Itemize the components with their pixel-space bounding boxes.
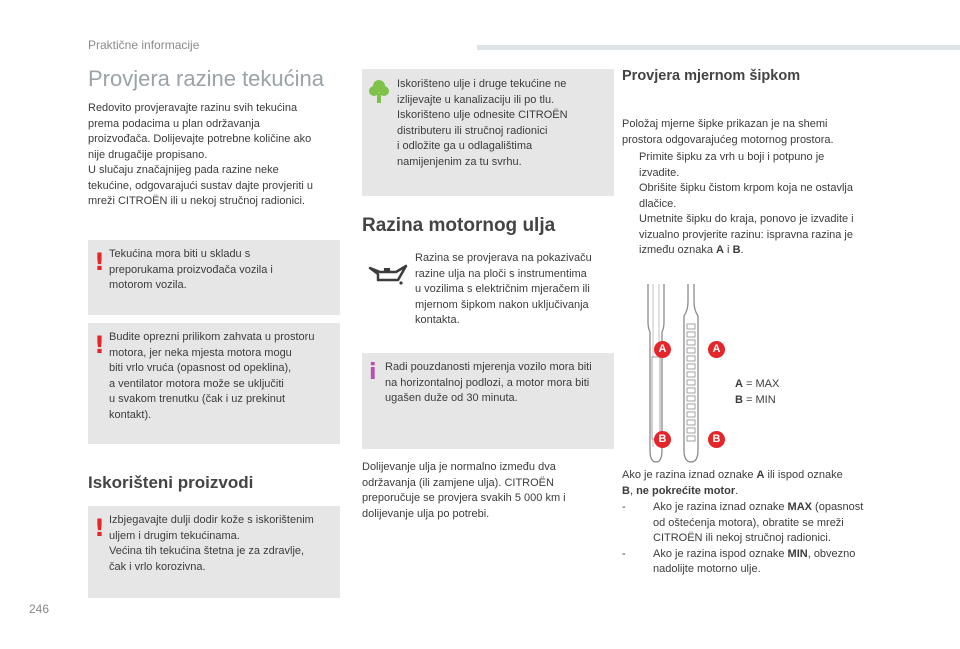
outcome-key: A <box>756 469 765 481</box>
step-text: Obrišite šipku čistom krpom koja ne ostavlja dlačice. <box>639 182 853 210</box>
outcome-text: ili ispod oznake <box>764 469 843 481</box>
legend-value: = MAX <box>742 378 780 390</box>
item-text: , obvezno nadolijte motorno ulje. <box>653 547 856 575</box>
marker-b-left <box>654 431 671 448</box>
dipstick-steps <box>622 150 902 259</box>
warning-box-engine <box>88 323 340 444</box>
warning-box-used <box>88 506 340 598</box>
item-text: (opasnost od oštećenja motora), obratite se mreži CITROËN ili nekoj stručnoj radionici. <box>653 501 864 544</box>
dipstick-outcome <box>622 468 907 499</box>
legend-value: = MIN <box>742 393 776 406</box>
oil-can-icon <box>368 262 408 286</box>
oil-level-text: Razina se provjerava na pokazivaču razine ulja na ploči s instrumentima u vozilima s električnim mjeračem ili mjernom šipkom nakon uključivanja kontakta. <box>415 252 592 326</box>
eco-box <box>362 69 614 196</box>
marker-label: A <box>658 343 667 355</box>
outcome-key: B <box>622 484 630 497</box>
dash-mark: - <box>622 547 626 560</box>
warning-engine-text: Budite oprezni prilikom zahvata u prostoru motora, jer neka mjesta motora mogu biti vrlo vruća (opasnost od opeklina), a ventilator motora može se uključiti u svakom trenutku (čak i uz prekinut kontakt). <box>109 331 315 421</box>
info-icon: i <box>369 360 377 385</box>
outcome-warning: ne pokrećite motor <box>636 484 736 497</box>
item-key: MIN <box>787 547 808 560</box>
section-header: Praktične informacije <box>88 38 200 52</box>
dash-mark: - <box>622 501 626 513</box>
header-bar <box>477 45 960 50</box>
warning-fluid-text: Tekućina mora biti u skladu s preporukama proizvođača vozila i motorom vozila. <box>109 248 273 291</box>
outcome-text: Ako je razina iznad oznake <box>622 469 757 481</box>
legend-key: B <box>735 393 743 406</box>
warning-box-fluid <box>88 240 340 315</box>
legend-max <box>735 377 779 393</box>
intro-text: Redovito provjeravajte razinu svih tekućina prema podacima u plan održavanja proizvođača. Dolijevajte potrebne količine ako nije drugačije propisano. U slučaju značajnijeg pada razine neke tekućine, odgovarajući sustav dajte provjeriti u mreži CITROËN ili u nekoj stručnoj radionici. <box>88 102 314 207</box>
dipstick-heading: Provjera mjernom šipkom <box>622 68 801 84</box>
dipstick-legend <box>735 377 779 408</box>
legend-min <box>735 393 779 409</box>
warning-icon: ! <box>94 331 105 359</box>
marker-label: A <box>712 343 721 355</box>
tree-icon <box>369 79 389 103</box>
marker-a-right <box>708 341 725 358</box>
item-text: Ako je razina iznad oznake <box>653 501 788 513</box>
item-key: MAX <box>787 501 812 513</box>
item-text: Ako je razina ispod oznake <box>653 547 788 560</box>
outcome-text: . <box>735 484 739 497</box>
outcome-text: , <box>629 484 637 497</box>
oil-level-heading: Razina motornog ulja <box>362 215 556 236</box>
warning-icon: ! <box>94 514 105 542</box>
dipstick-intro: Položaj mjerne šipke prikazan je na shemi prostora odgovarajućeg motornog prostora. <box>622 118 834 146</box>
page-number: 246 <box>29 602 50 616</box>
list-item <box>622 181 902 212</box>
marker-a-left <box>654 341 671 358</box>
step-text: Umetnite šipku do kraja, ponovo je izvadite i vizualno provjerite razinu: ispravna razina je između oznaka <box>639 213 854 256</box>
step-key-a: A <box>716 244 724 256</box>
step-text: Primite šipku za vrh u boji i potpuno je izvadite. <box>639 151 825 179</box>
legend-key: A <box>735 378 743 390</box>
eco-text: Iskorišteno ulje i druge tekućine ne izlijevajte u kanalizaciju ili po tlu. Iskorišteno ulje odnesite CITROËN distributeru ili stručnoj radionici i odložite ga u odlagalištima namijenjenim za tu svrhu. <box>397 78 568 168</box>
used-products-text: Izbjegavajte dulji dodir kože s iskorištenim uljem i drugim tekućinama. Većina tih tekućina štetna je za zdravlje, čak i vrlo korozivna. <box>109 514 314 573</box>
step-text: . <box>740 244 744 256</box>
list-item <box>622 212 902 259</box>
used-products-heading: Iskorišteni proizvodi <box>88 473 254 492</box>
info-text: Radi pouzdanosti mjerenja vozilo mora biti na horizontalnoj podlozi, a motor mora biti ugašen duže od 30 minuta. <box>385 361 592 404</box>
step-key-b: B <box>732 244 741 256</box>
marker-label: B <box>658 433 667 445</box>
list-item <box>622 150 902 181</box>
list-item <box>622 547 902 578</box>
step-text: i <box>724 244 733 256</box>
page-title: Provjera razine tekućina <box>88 66 325 91</box>
outcome-list <box>622 500 902 578</box>
warning-icon: ! <box>94 248 105 276</box>
info-box <box>362 353 614 449</box>
marker-b-right <box>708 431 725 448</box>
marker-label: B <box>712 433 721 445</box>
oil-topup-text: Dolijevanje ulja je normalno između dva održavanja (ili zamjene ulja). CITROËN preporučuje se provjera svakih 5 000 km i dolijevanje ulja po potrebi. <box>362 461 566 520</box>
list-item <box>622 500 902 547</box>
